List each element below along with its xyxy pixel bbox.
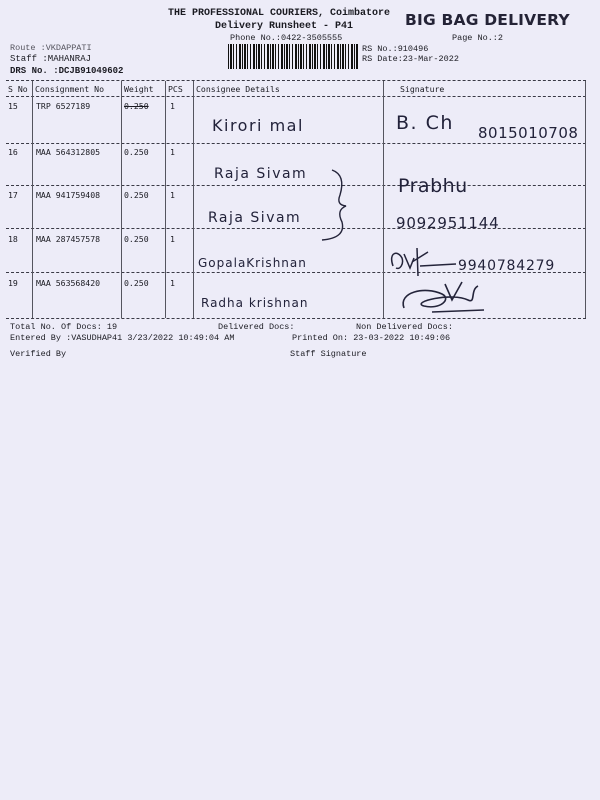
printed-on: Printed On: 23-03-2022 10:49:06 [292, 333, 451, 343]
consignee-handwritten: Radha krishnan [201, 296, 309, 310]
consignee-handwritten: Raja Sivam [214, 166, 308, 182]
recipient-signature: B. Ch [396, 112, 454, 134]
phone-number: Phone No.:0422-3505555 [230, 33, 343, 43]
delivered-docs: Delivered Docs: [218, 322, 295, 332]
serial-number: 16 [8, 147, 18, 157]
big-bag-delivery-stamp: BIG BAG DELIVERY [405, 11, 570, 29]
recipient-phone: 9940784279 [458, 258, 556, 274]
serial-number: 17 [8, 190, 18, 200]
weight: 0.250 [124, 101, 149, 111]
pieces: 1 [170, 190, 175, 200]
consignee-handwritten: Kirori mal [212, 116, 304, 135]
consignment-number: MAA 564312805 [36, 147, 101, 157]
entered-by: Entered By :VASUDHAP41 3/23/2022 10:49:04 AM [10, 333, 235, 343]
staff: Staff :MAHANRAJ [10, 54, 92, 64]
column-header: Consignee Details [196, 84, 280, 94]
rs-number: RS No.:910496 [362, 44, 429, 54]
consignment-number: TRP 6527189 [36, 101, 91, 111]
runsheet-title: Delivery Runsheet - P41 [215, 21, 354, 32]
consignment-number: MAA 941759408 [36, 190, 101, 200]
consignment-number: MAA 287457578 [36, 234, 101, 244]
column-header: Consignment No [35, 84, 105, 94]
weight: 0.250 [124, 278, 149, 288]
company-name: THE PROFESSIONAL COURIERS, Coimbatore [168, 8, 391, 19]
recipient-signature: Prabhu [398, 175, 468, 197]
column-header: Weight [124, 84, 154, 94]
verified-by: Verified By [10, 349, 67, 359]
serial-number: 15 [8, 101, 18, 111]
consignment-number: MAA 563568420 [36, 278, 101, 288]
total-docs: Total No. Of Docs: 19 [10, 322, 118, 332]
serial-number: 18 [8, 234, 18, 244]
pieces: 1 [170, 101, 175, 111]
non-delivered-docs: Non Delivered Docs: [356, 322, 453, 332]
column-header: Signature [400, 84, 445, 94]
bracket-mark [322, 170, 346, 240]
column-header: S No [8, 84, 28, 94]
consignee-handwritten: GopalaKrishnan [198, 256, 307, 270]
signature-scribble [403, 282, 484, 312]
recipient-phone: 9092951144 [396, 214, 500, 232]
rs-date: RS Date:23-Mar-2022 [362, 54, 459, 64]
weight: 0.250 [124, 234, 149, 244]
consignee-handwritten: Raja Sivam [208, 210, 302, 226]
pieces: 1 [170, 234, 175, 244]
pieces: 1 [170, 147, 175, 157]
column-header: PCS [168, 84, 183, 94]
pieces: 1 [170, 278, 175, 288]
weight: 0.250 [124, 147, 149, 157]
staff-signature: Staff Signature [290, 349, 367, 359]
page-number: Page No.:2 [452, 33, 504, 43]
drs-number: DRS No. :DCJB91049602 [10, 66, 124, 76]
recipient-phone: 8015010708 [478, 124, 579, 142]
weight: 0.250 [124, 190, 149, 200]
serial-number: 19 [8, 278, 18, 288]
signature-scribble [392, 248, 456, 276]
route: Route :VKDAPPATI [10, 43, 92, 53]
